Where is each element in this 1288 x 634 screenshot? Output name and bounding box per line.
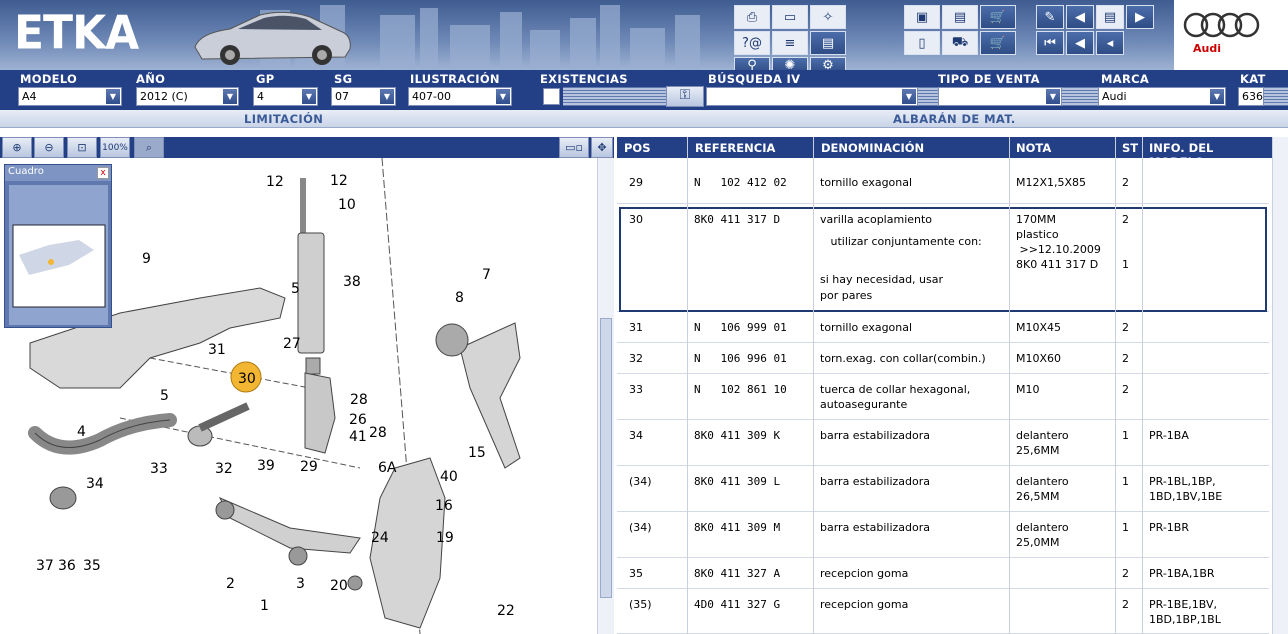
filter-label-marca: MARCA	[1101, 72, 1150, 86]
sg-select[interactable]	[331, 87, 396, 106]
table-scrollbar[interactable]	[1272, 137, 1288, 634]
table-header	[617, 137, 1272, 169]
gear-icon[interactable]: ⚙	[810, 57, 846, 70]
handshake-icon[interactable]: ✧	[810, 5, 846, 29]
cell-pos: 29	[629, 176, 643, 189]
app-logo: ETKA	[14, 6, 139, 61]
cell-nota-2: 26,5MM	[1016, 490, 1060, 503]
toolbar-group-1	[734, 5, 846, 70]
column-divider	[687, 137, 688, 634]
callout-label[interactable]: 27	[283, 336, 301, 352]
cell-nota-3: 8K0 411 317 D	[1016, 258, 1099, 271]
cell-ref: 8K0 411 309 K	[694, 429, 781, 442]
cell-ref: 8K0 411 309 M	[694, 521, 781, 534]
layout-icon[interactable]: ▭▫	[559, 137, 589, 158]
cell-den: recepcion goma	[820, 598, 909, 611]
callout-label[interactable]: 29	[300, 459, 318, 475]
back-icon[interactable]: ◀	[1066, 31, 1094, 55]
cell-den-2: utilizar conjuntamente con:	[820, 235, 982, 248]
cell-nota-2: >>12.10.2009	[1016, 243, 1101, 256]
cell-den-4: por pares	[820, 289, 873, 302]
column-divider	[1115, 137, 1116, 634]
cell-nota-2: 25,0MM	[1016, 536, 1060, 549]
chevron-down-icon[interactable]: ▼	[106, 89, 120, 104]
cell-info: PR-1BE,1BV,	[1149, 598, 1218, 611]
cell-pos: 34	[629, 429, 643, 442]
callout-label[interactable]: 20	[330, 578, 348, 594]
brand-name: Audi	[1193, 42, 1221, 55]
cell-pos: 33	[629, 383, 643, 396]
screen-icon[interactable]: ▭	[772, 5, 808, 29]
ilustracion-select[interactable]	[408, 87, 512, 106]
cell-info-2: 1BD,1BV,1BE	[1149, 490, 1223, 503]
callout-label[interactable]: 5	[160, 388, 169, 404]
ano-select[interactable]	[136, 87, 239, 106]
callout-label[interactable]: 34	[86, 476, 104, 492]
cell-pos: 32	[629, 352, 643, 365]
cell-pos: (35)	[629, 598, 652, 611]
col-info[interactable]: INFO. DEL MODELO	[1149, 141, 1214, 169]
col-denominacion[interactable]: DENOMINACIÓN	[821, 141, 925, 155]
parts-list-panel	[617, 137, 1288, 634]
cell-info: PR-1BR	[1149, 521, 1189, 534]
callout-label[interactable]: 30	[238, 371, 256, 387]
cell-st: 2	[1122, 383, 1129, 396]
column-divider	[1009, 137, 1010, 634]
zoom-out-icon[interactable]: ⊖	[34, 137, 64, 158]
cell-st-2: 1	[1122, 258, 1129, 271]
table-row[interactable]	[617, 343, 1269, 374]
cell-den-3: si hay necesidad, usar	[820, 273, 944, 286]
car-parts-icon[interactable]: ⛟	[942, 31, 978, 55]
callout-label[interactable]: 2	[226, 576, 235, 592]
callout-label[interactable]: 6A	[378, 460, 397, 476]
gp-value: 4	[257, 90, 264, 103]
table-row[interactable]	[617, 312, 1269, 343]
cell-nota: M10X45	[1016, 321, 1062, 334]
gp-select[interactable]	[253, 87, 318, 106]
col-st[interactable]: ST	[1122, 141, 1139, 155]
marca-value: Audi	[1102, 90, 1127, 103]
callout-label[interactable]: 24	[371, 530, 389, 546]
callout-label[interactable]: 35	[83, 558, 101, 574]
cell-st: 2	[1122, 352, 1129, 365]
filter-label-sg: SG	[334, 72, 353, 86]
callout-label[interactable]: 31	[208, 342, 226, 358]
column-divider	[813, 137, 814, 634]
email-icon[interactable]: ?@	[734, 31, 770, 55]
table-row[interactable]	[617, 512, 1269, 558]
table-row[interactable]	[617, 589, 1269, 634]
cell-pos: 30	[629, 213, 643, 226]
callout-label[interactable]: 41	[349, 429, 367, 445]
col-pos[interactable]: POS	[624, 141, 651, 155]
cell-st: 1	[1122, 521, 1129, 534]
cell-st: 2	[1122, 567, 1129, 580]
callout-label[interactable]: 28	[350, 392, 368, 408]
prev-page-icon[interactable]: ◀	[1066, 5, 1094, 29]
callout-label[interactable]: 3	[296, 576, 305, 592]
zoom-toolbar	[0, 137, 614, 158]
zoom-region-icon[interactable]: ⊡	[67, 137, 97, 158]
callout-label[interactable]: 28	[369, 425, 387, 441]
callout-label[interactable]: 7	[482, 267, 491, 283]
table-row[interactable]	[617, 420, 1269, 466]
overview-window[interactable]	[4, 164, 112, 328]
chevron-down-icon[interactable]: ▼	[380, 89, 394, 104]
audi-rings-icon	[1182, 10, 1262, 40]
zoom-in-icon[interactable]: ⊕	[2, 137, 32, 158]
callout-label[interactable]: 39	[257, 458, 275, 474]
cell-st: 2	[1122, 598, 1129, 611]
cell-st: 2	[1122, 213, 1129, 226]
cart-list-icon[interactable]: 🛒	[980, 5, 1016, 29]
cell-den: barra estabilizadora	[820, 429, 931, 442]
cell-ref: 8K0 411 317 D	[694, 213, 781, 226]
cell-info-2: 1BD,1BP,1BL	[1149, 613, 1221, 626]
ilustracion-value: 407-00	[412, 90, 451, 103]
scroll-thumb[interactable]	[600, 318, 612, 598]
illustration-scrollbar[interactable]	[597, 158, 614, 634]
callout-label[interactable]: 15	[468, 445, 486, 461]
chevron-down-icon[interactable]: ▼	[302, 89, 316, 104]
car-image	[190, 5, 355, 67]
cell-ref: N 102 412 02	[694, 176, 787, 189]
callout-label[interactable]: 9	[142, 251, 151, 267]
table-row[interactable]	[617, 558, 1269, 589]
cell-nota: M12X1,5X85	[1016, 176, 1087, 189]
filter-label-gp: GP	[256, 72, 275, 86]
cell-nota: 170MM	[1016, 213, 1056, 226]
busqueda-select[interactable]	[706, 87, 918, 106]
bike-icon[interactable]: ⚲	[734, 57, 770, 70]
cell-st: 1	[1122, 429, 1129, 442]
albaran-label[interactable]: ALBARÁN DE MAT.	[893, 112, 1016, 126]
chevron-down-icon[interactable]: ▼	[902, 89, 916, 104]
close-icon[interactable]: x	[97, 167, 109, 179]
callout-label[interactable]: 40	[440, 469, 458, 485]
selected-row-highlight	[619, 207, 1267, 312]
chevron-down-icon[interactable]: ▼	[1046, 89, 1060, 104]
table-row[interactable]	[617, 374, 1269, 420]
limitacion-label[interactable]: LIMITACIÓN	[244, 112, 324, 126]
cell-nota: delantero	[1016, 475, 1069, 488]
callout-label[interactable]: 26	[349, 412, 367, 428]
depot-icon[interactable]: ▤	[942, 5, 978, 29]
table-row[interactable]	[617, 466, 1269, 512]
sub-header	[0, 110, 1288, 128]
filter-label-ano: AÑO	[136, 72, 166, 86]
divider	[563, 87, 666, 106]
cell-ref: 4D0 411 327 G	[694, 598, 781, 611]
cell-info: PR-1BA,1BR	[1149, 567, 1215, 580]
callout-label[interactable]: 38	[343, 274, 361, 290]
modelo-value: A4	[22, 90, 37, 103]
cell-pos: 35	[629, 567, 643, 580]
overview-title: Cuadro	[5, 165, 111, 181]
cell-pos: 31	[629, 321, 643, 334]
filter-label-modelo: MODELO	[20, 72, 78, 86]
illustration-panel	[0, 137, 614, 634]
callout-label[interactable]: 4	[77, 424, 86, 440]
callout-label[interactable]: 16	[435, 498, 453, 514]
cart-icon[interactable]: 🛒	[980, 31, 1016, 55]
cell-den: torn.exag. con collar(combin.)	[820, 352, 986, 365]
callout-label[interactable]: 22	[497, 603, 515, 619]
cell-ref: 8K0 411 327 A	[694, 567, 781, 580]
callout-label[interactable]: 32	[215, 461, 233, 477]
callout-label[interactable]: 1	[260, 598, 269, 614]
cell-ref: N 106 996 01	[694, 352, 787, 365]
cell-ref: 8K0 411 309 L	[694, 475, 781, 488]
zoom-100-icon[interactable]: 100%	[100, 137, 130, 158]
cell-ref: N 102 861 10	[694, 383, 787, 396]
ano-value: 2012 (C)	[140, 90, 188, 103]
cell-nota: M10X60	[1016, 352, 1062, 365]
cell-den: barra estabilizadora	[820, 521, 931, 534]
tipo-venta-select[interactable]	[938, 87, 1062, 106]
list-icon[interactable]: ≡	[772, 31, 808, 55]
search-icon[interactable]: ⌕	[134, 137, 164, 158]
toolbar-group-2	[904, 5, 1016, 55]
callout-label[interactable]: 5	[291, 281, 300, 297]
callout-label[interactable]: 12	[330, 173, 348, 189]
callout-label[interactable]: 33	[150, 461, 168, 477]
chevron-down-icon[interactable]: ▼	[496, 89, 510, 104]
cell-st: 2	[1122, 176, 1129, 189]
wheel-icon[interactable]: ✺	[772, 57, 808, 70]
callout-label[interactable]: 12	[266, 174, 284, 190]
cell-den: tuerca de collar hexagonal,	[820, 383, 971, 396]
cell-den: barra estabilizadora	[820, 475, 931, 488]
col-referencia[interactable]: REFERENCIA	[695, 141, 776, 155]
workstation-icon[interactable]: ▯	[904, 31, 940, 55]
divider	[1062, 87, 1098, 106]
modelo-select[interactable]	[18, 87, 122, 106]
pin-icon[interactable]: ✎	[1036, 5, 1064, 29]
cell-nota: M10	[1016, 383, 1040, 396]
kat-value: 636	[1242, 90, 1263, 103]
callout-label[interactable]: 10	[338, 197, 356, 213]
cell-den: tornillo exagonal	[820, 176, 913, 189]
cell-den-2: autoasegurante	[820, 398, 908, 411]
document-icon[interactable]: ▤	[1096, 5, 1124, 29]
filter-label-tipo-venta: TIPO DE VENTA	[938, 72, 1040, 86]
cell-pos: (34)	[629, 521, 652, 534]
cell-extra-nota: plastico	[1016, 228, 1059, 241]
cell-st: 2	[1122, 321, 1129, 334]
overview-thumbnail[interactable]	[9, 185, 108, 325]
filter-label-existencias: EXISTENCIAS	[540, 72, 628, 86]
callout-label[interactable]: 37	[36, 558, 54, 574]
toolbar-group-3	[1036, 5, 1154, 55]
brand-logo	[1174, 0, 1288, 70]
chevron-down-icon[interactable]: ▼	[223, 89, 237, 104]
sg-value: 07	[335, 90, 349, 103]
filter-bar	[0, 70, 1288, 110]
noria-icon[interactable]: ▤	[810, 31, 846, 55]
cell-ref: N 106 999 01	[694, 321, 787, 334]
filter-label-kat: KAT	[1240, 72, 1266, 86]
column-divider	[1142, 137, 1143, 634]
move-icon[interactable]: ✥	[591, 137, 613, 158]
existencias-checkbox[interactable]	[543, 88, 560, 105]
callout-label[interactable]: 8	[455, 290, 464, 306]
marca-select[interactable]	[1098, 87, 1226, 106]
callout-label[interactable]: 19	[436, 530, 454, 546]
key-icon[interactable]: ⚿	[666, 86, 704, 107]
table-row[interactable]	[617, 167, 1269, 204]
cell-nota: delantero	[1016, 521, 1069, 534]
cell-nota-2: 25,6MM	[1016, 444, 1060, 457]
cell-info: PR-1BL,1BP,	[1149, 475, 1216, 488]
shock-absorber	[298, 178, 324, 374]
cell-pos: (34)	[629, 475, 652, 488]
chevron-down-icon[interactable]: ▼	[1210, 89, 1224, 104]
divider	[918, 87, 938, 106]
app-header	[0, 0, 1288, 70]
kat-field[interactable]	[1238, 87, 1264, 106]
cell-den: varilla acoplamiento	[820, 213, 933, 226]
back-small-icon[interactable]: ◂	[1096, 31, 1124, 55]
cell-nota: delantero	[1016, 429, 1069, 442]
elsa-icon[interactable]: ▣	[904, 5, 940, 29]
filter-label-ilustracion: ILUSTRACIÓN	[410, 72, 500, 86]
cell-den: tornillo exagonal	[820, 321, 913, 334]
cell-den: recepcion goma	[820, 567, 909, 580]
divider	[1264, 87, 1288, 106]
callout-label[interactable]: 36	[58, 558, 76, 574]
first-icon[interactable]: ⏮	[1036, 31, 1064, 55]
print-icon[interactable]: ⎙	[734, 5, 770, 29]
filter-label-busqueda: BÚSQUEDA IV	[708, 72, 801, 86]
next-page-icon[interactable]: ▶	[1126, 5, 1154, 29]
col-nota[interactable]: NOTA	[1016, 141, 1052, 155]
cell-st: 1	[1122, 475, 1129, 488]
cell-info: PR-1BA	[1149, 429, 1189, 442]
